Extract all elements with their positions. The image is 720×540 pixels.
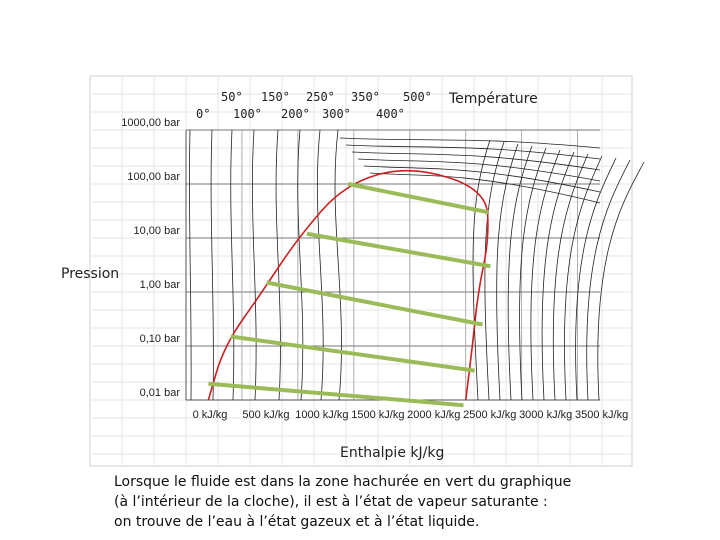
- isotherm-line: [370, 173, 600, 203]
- x-axis-label: Enthalpie kJ/kg: [340, 445, 445, 461]
- temperature-label: 0°: [196, 107, 211, 121]
- x-tick-label: 500 kJ/kg: [242, 409, 290, 421]
- vapor-zone-hatching: [208, 184, 490, 405]
- temperature-label: 500°: [403, 90, 432, 104]
- isotherm-line: [317, 130, 323, 400]
- caption: [114, 472, 674, 532]
- x-tick-label: 3500 kJ/kg: [575, 409, 629, 421]
- isotherm-line: [189, 130, 191, 400]
- caption-line-3: on trouve de l’eau à l’état gazeux et à l’état liquide.: [114, 514, 480, 530]
- x-tick-label: 0 kJ/kg: [192, 409, 228, 421]
- chart-frame: [90, 76, 632, 466]
- isotherm-line: [346, 145, 600, 159]
- y-tick-label: 100,00 bar: [127, 171, 180, 183]
- y-tick-labels: [121, 117, 180, 399]
- isotherm-line: [252, 130, 256, 400]
- x-tick-label: 3000 kJ/kg: [519, 409, 573, 421]
- x-tick-labels: [193, 409, 629, 421]
- caption-line-1: Lorsque le fluide est dans la zone hachurée en vert du graphique: [114, 474, 572, 490]
- y-tick-label: 1000,00 bar: [121, 117, 180, 129]
- isotherm-line: [298, 130, 303, 400]
- tie-line: [307, 234, 491, 267]
- isotherm-line: [531, 150, 560, 400]
- temperature-label: 50°: [221, 90, 243, 104]
- y-tick-label: 0,01 bar: [139, 387, 180, 399]
- temperature-label: 200°: [281, 107, 310, 121]
- x-tick-label: 2000 kJ/kg: [407, 409, 461, 421]
- temperature-label: 250°: [306, 90, 335, 104]
- x-tick-label: 1000 kJ/kg: [295, 409, 349, 421]
- y-axis-label: Pression: [61, 266, 120, 282]
- x-tick-label: 1500 kJ/kg: [351, 409, 405, 421]
- background-grid: [90, 76, 632, 466]
- isotherm-line: [231, 130, 234, 400]
- isotherm-line: [211, 130, 213, 400]
- isotherm-line: [335, 130, 342, 400]
- caption-line-2: (à l’intérieur de la cloche), il est à l’état de vapeur saturante :: [114, 494, 548, 510]
- isotherm-line: [553, 154, 588, 400]
- tie-line: [267, 282, 483, 324]
- x-tick-label: 2500 kJ/kg: [463, 409, 517, 421]
- temperature-label: 150°: [261, 90, 290, 104]
- temperature-label: 100°: [233, 107, 262, 121]
- temperature-title: Température: [449, 91, 538, 107]
- y-tick-label: 0,10 bar: [139, 333, 180, 345]
- y-tick-label: 10,00 bar: [133, 225, 180, 237]
- tie-line: [348, 184, 488, 212]
- isotherm-line: [542, 152, 574, 400]
- temperature-label: 300°: [322, 107, 351, 121]
- y-tick-label: 1,00 bar: [139, 279, 180, 291]
- tie-line: [231, 336, 475, 370]
- tie-line: [208, 384, 463, 405]
- temperature-label: 400°: [376, 107, 405, 121]
- temperature-label: 350°: [351, 90, 380, 104]
